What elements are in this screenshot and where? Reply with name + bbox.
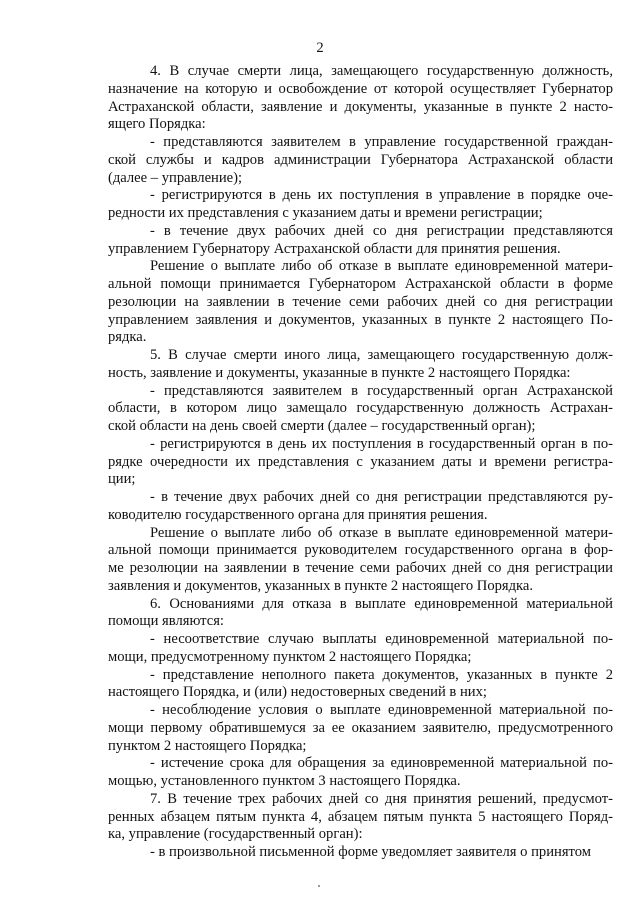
paragraph-line: - в течение двух рабочих дней со дня регистрации представляются ру- [150,489,613,505]
paragraph-line: ка, управление (государственный орган): [108,826,363,843]
paragraph-line: - несоблюдение условия о выплате единовременной материальной по- [150,702,613,718]
paragraph-line: - истечение срока для обращения за единовременной материальной по- [150,755,613,772]
paragraph-line: 6. Основаниями для отказа в выплате единовременной материальной [150,595,613,612]
paragraph-line: резолюции на заявлении в течение семи рабочих дней со дня регистрации [108,293,613,310]
paragraph-line: ренных абзацем пятым пункта 4, абзацем пятым пункта 5 настоящего Поряд- [108,808,613,825]
paragraph-line: редности их представления с указанием даты и времени регистрации; [108,205,543,221]
paragraph-line: 5. В случае смерти иного лица, замещающего государственную долж- [150,347,613,363]
paragraph-line: - представляются заявителем в государственный орган Астраханской [150,382,613,399]
paragraph-line: настоящего Порядка, и (или) недостоверных сведений в них; [108,684,487,701]
paragraph-line: ской службы и кадров администрации Губернатора Астраханской области [108,151,613,168]
paragraph-line: - регистрируются в день их поступления в государственный орган в по- [150,435,613,452]
paragraph-line: Решение о выплате либо об отказе в выплате единовременной матери- [150,258,613,275]
paragraph-line: - несоответствие случаю выплаты единовременной материальной по- [150,631,613,647]
paragraph-line: 7. В течение трех рабочих дней со дня принятия решений, предусмот- [150,790,613,807]
paragraph-line: - представляются заявителем в управление государственной граждан- [150,134,613,150]
paragraph-line: назначение на которую и освобождение от которой осуществляет Губернатор [108,80,613,97]
paragraph-line: Астраханской области, заявление и документы, указанные в пункте 2 насто- [108,98,613,115]
paragraph-line: области, в котором лицо замещало государственную должность Астрахан- [108,400,613,417]
paragraph-line: альной помощи принимается Губернатором Астраханской области в форме [108,276,613,292]
paragraph-line: управлением заявления и документов, указанных в пункте 2 настоящего По- [108,311,613,328]
paragraph-line: мощи, предусмотренному пунктом 2 настоящего Порядка; [108,648,472,665]
paragraph-line: - в произвольной письменной форме уведомляет заявителя о принятом [150,844,591,860]
paragraph-line: ме резолюции на заявлении в течение семи рабочих дней со дня регистрации [108,560,613,576]
paragraph-line: (далее – управление); [108,169,243,186]
paragraph-line: помощи являются: [108,613,224,630]
paragraph-line: заявления и документов, указанных в пункте 2 настоящего Порядка. [108,577,534,594]
paragraph-line: пунктом 2 настоящего Порядка; [108,737,307,754]
page-number: 2 [316,40,324,56]
paragraph-line: мощи первому обратившемуся за ее оказанием заявителю, предусмотренного [108,719,613,736]
paragraph-line: ции; [108,471,136,488]
paragraph-line: - регистрируются в день их поступления в управление в порядке оче- [150,187,613,204]
paragraph-line: 4. В случае смерти лица, замещающего государственную должность, [150,63,613,79]
paragraph-line: ской области на день своей смерти (далее – государственный орган); [108,418,536,434]
paragraph-line: рядка. [108,329,147,346]
paragraph-line: - в течение двух рабочих дней со дня регистрации представляются [150,222,613,239]
paragraph-line: ководителю государственного органа для принятия решения. [108,506,488,523]
paragraph-line: рядке очередности их представления с указанием даты и времени регистра- [108,453,613,470]
document-body [108,63,613,862]
paragraph-line: - представление неполного пакета документов, указанных в пункте 2 [150,666,613,683]
paragraph-line: ность, заявление и документы, указанные в пункте 2 настоящего Порядка: [108,364,571,381]
paragraph-line: альной помощи принимается руководителем государственного органа в фор- [108,542,613,559]
paragraph-line: мощью, установленного пунктом 3 настоящего Порядка. [108,773,461,789]
paragraph-line: управлением Губернатору Астраханской области для принятия решения. [108,240,561,257]
paragraph-line: ящего Порядка: [108,116,206,133]
paragraph-line: Решение о выплате либо об отказе в выплате единовременной матери- [150,524,613,541]
scan-speck [318,885,320,887]
